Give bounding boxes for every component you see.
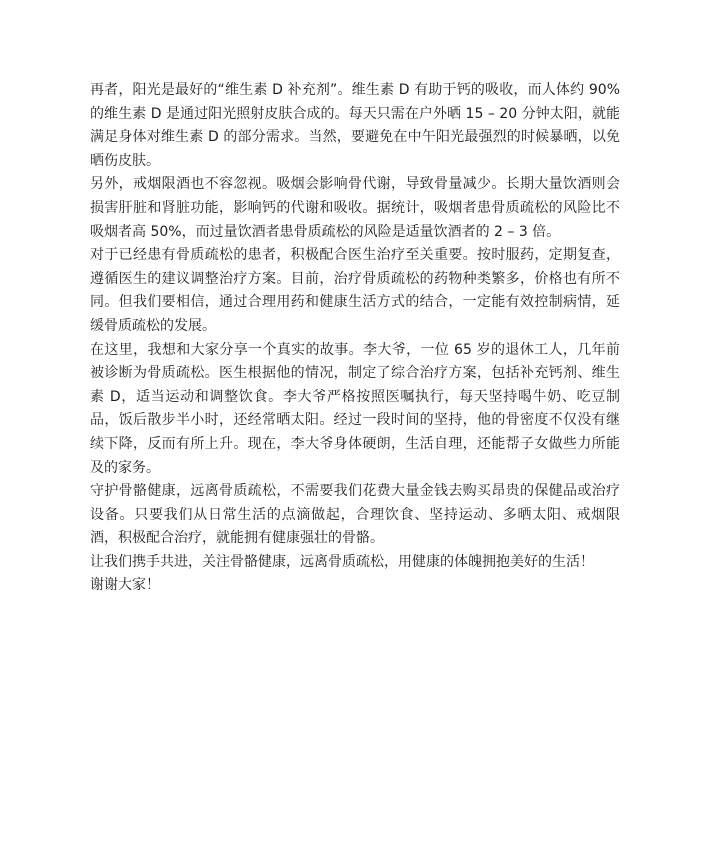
paragraph-thanks: 谢谢大家！ xyxy=(90,577,160,594)
paragraph-call-to-action: 让我们携手共进，关注骨骼健康，远离骨质疏松，用健康的体魄拥抱美好的生活！ xyxy=(90,553,594,570)
document-body xyxy=(90,79,620,598)
paragraph-story: 在这里，我想和大家分享一个真实的故事。李大爷，一位 65 岁的退休工人，几年前被诊断为骨质疏松。医生根据他的情况，制定了综合治疗方案，包括补充钙剂、维生素 D，适当运动和调整饮食。李大爷严格按照医嘱执行，每天坚持喝牛奶、吃豆制品，饭后散步半小时，还经常晒太阳。经过一段时间的坚持，他的骨密度不仅没有继续下降，反而有所上升。现在，李大爷身体硬朗，生活自理，还能帮子女做些力所能及的家务。 xyxy=(90,341,620,476)
paragraph-summary: 守护骨骼健康，远离骨质疏松，不需要我们花费大量金钱去购买昂贵的保健品或治疗设备。只要我们从日常生活的点滴做起，合理饮食、坚持运动、多晒太阳、戒烟限酒，积极配合治疗，就能拥有健康强壮的骨骼。 xyxy=(90,483,620,547)
paragraph-smoking-drinking: 另外，戒烟限酒也不容忽视。吸烟会影响骨代谢，导致骨量减少。长期大量饮酒则会损害肝脏和肾脏功能，影响钙的代谢和吸收。据统计，吸烟者患骨质疏松的风险比不吸烟者高 50%，而过量饮酒者患骨质疏松的风险是适量饮酒者的 2 – 3 倍。 xyxy=(90,176,620,240)
paragraph-treatment: 对于已经患有骨质疏松的患者，积极配合医生治疗至关重要。按时服药，定期复查，遵循医生的建议调整治疗方案。目前，治疗骨质疏松的药物种类繁多，价格也有所不同。但我们要相信，通过合理用药和健康生活方式的结合，一定能有效控制病情，延缓骨质疏松的发展。 xyxy=(90,247,620,334)
paragraph-sunlight-vitamin-d: 再者，阳光是最好的“维生素 D 补充剂”。维生素 D 有助于钙的吸收，而人体约 90% 的维生素 D 是通过阳光照射皮肤合成的。每天只需在户外晒 15 – 20 分钟太阳，就能满足身体对维生素 D 的部分需求。当然，要避免在中午阳光最强烈的时候暴晒，以免晒伤皮肤。 xyxy=(90,82,620,169)
